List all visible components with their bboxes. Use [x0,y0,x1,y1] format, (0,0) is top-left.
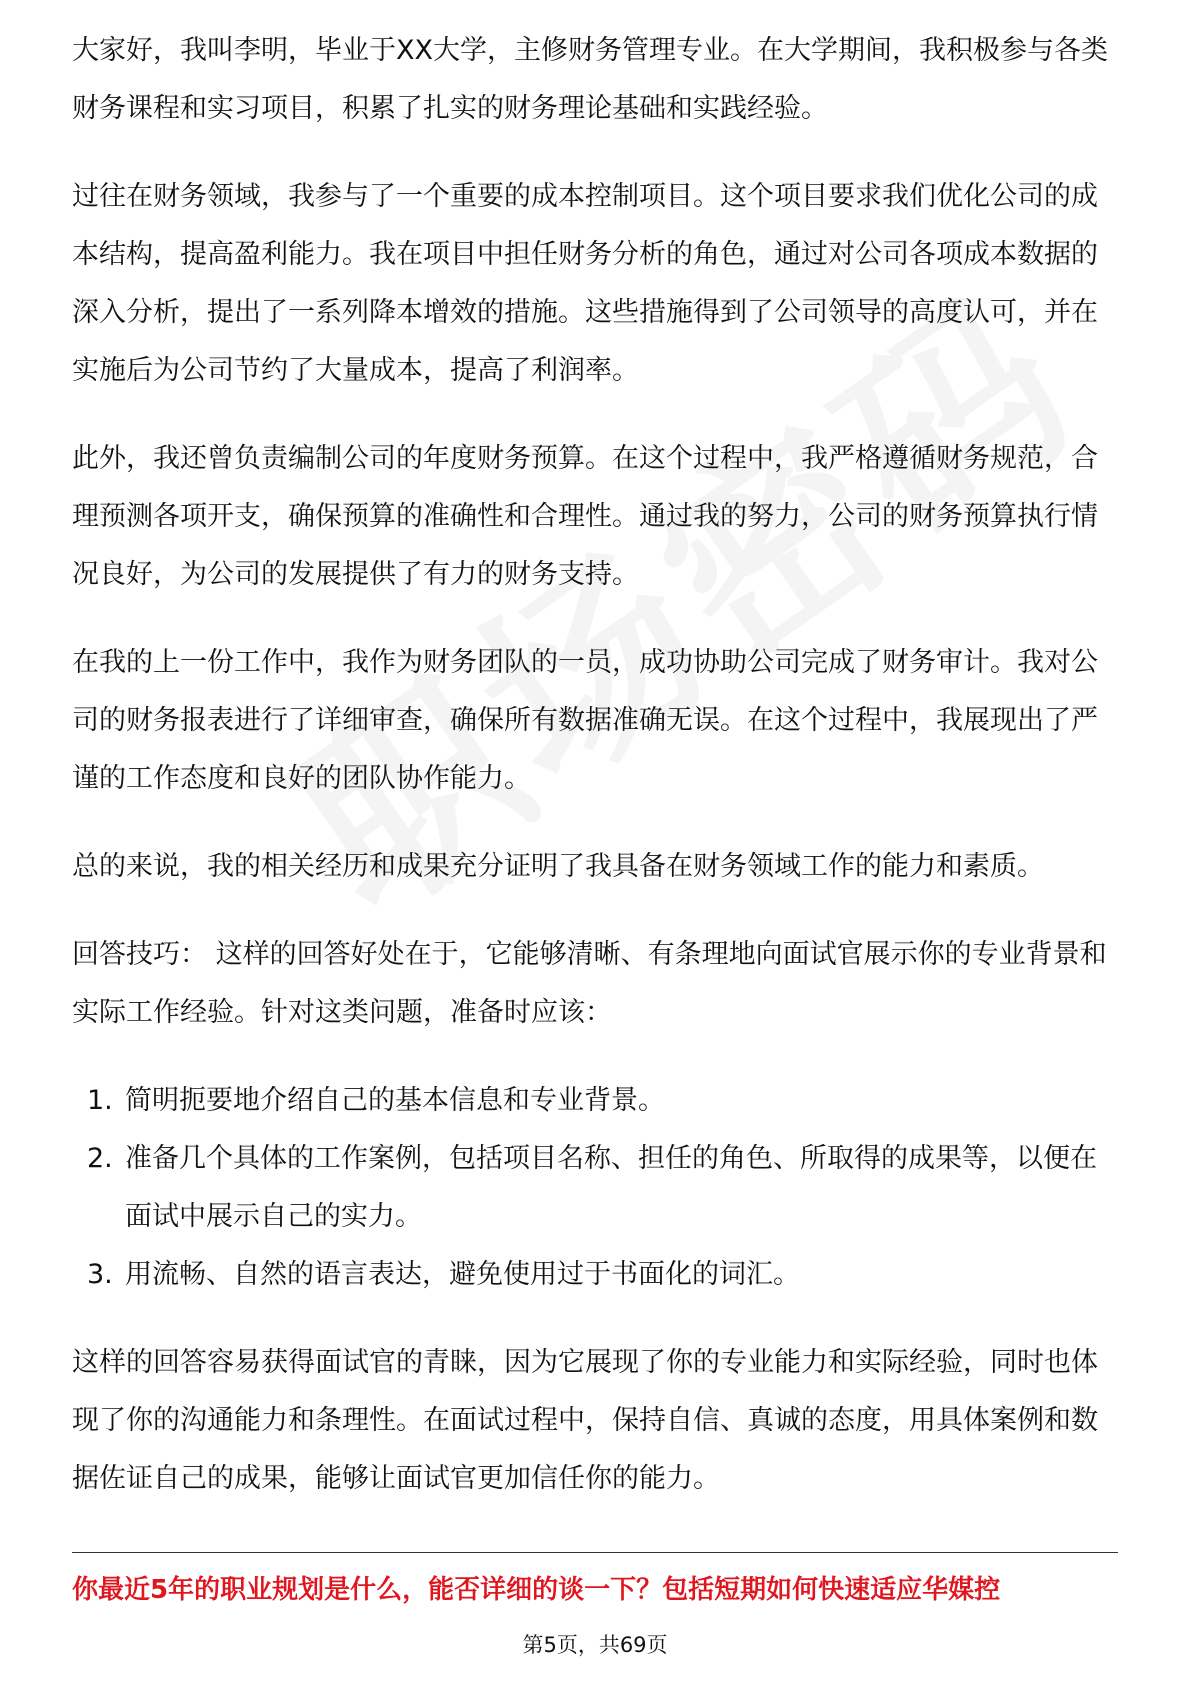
list-item [72,1072,1118,1130]
budget-paragraph: 此外，我还曾负责编制公司的年度财务预算。在这个过程中，我严格遵循财务规范，合理预测各项开支，确保预算的准确性和合理性。通过我的努力，公司的财务预算执行情况良好，为公司的发展提供了有力的财务支持。 [72,443,1098,590]
list-item-text: 用流畅、自然的语言表达，避免使用过于书面化的词汇。 [125,1259,800,1290]
tips-list [72,1072,1118,1304]
audit-paragraph: 在我的上一份工作中，我作为财务团队的一员，成功协助公司完成了财务审计。我对公司的财务报表进行了详细审查，确保所有数据准确无误。在这个过程中，我展现出了严谨的工作态度和良好的团队协作能力。 [72,647,1098,794]
answer-content [72,26,1118,1538]
section-divider [72,1552,1118,1553]
next-question-heading: 你最近5年的职业规划是什么，能否详细的谈一下？包括短期如何快速适应华媒控 [72,1575,1001,1605]
closing-paragraph: 这样的回答容易获得面试官的青睐，因为它展现了你的专业能力和实际经验，同时也体现了你的沟通能力和条理性。在面试过程中，保持自信、真诚的态度，用具体案例和数据佐证自己的成果，能够让面试官更加信任你的能力。 [72,1347,1098,1494]
summary-paragraph: 总的来说，我的相关经历和成果充分证明了我具备在财务领域工作的能力和素质。 [72,851,1044,882]
intro-paragraph: 大家好，我叫李明，毕业于XX大学，主修财务管理专业。在大学期间，我积极参与各类财务课程和实习项目，积累了扎实的财务理论基础和实践经验。 [72,35,1108,124]
list-item-text: 简明扼要地介绍自己的基本信息和专业背景。 [125,1085,665,1116]
list-item-text: 准备几个具体的工作案例，包括项目名称、担任的角色、所取得的成果等，以便在面试中展示自己的实力。 [125,1143,1097,1232]
list-item-number: 2. [87,1143,113,1174]
list-item-number: 3. [87,1259,113,1290]
list-item-number: 1. [87,1085,113,1116]
tips-intro-paragraph: 回答技巧： 这样的回答好处在于，它能够清晰、有条理地向面试官展示你的专业背景和实际工作经验。针对这类问题，准备时应该： [72,939,1107,1028]
cost-control-paragraph: 过往在财务领域，我参与了一个重要的成本控制项目。这个项目要求我们优化公司的成本结构，提高盈利能力。我在项目中担任财务分析的角色，通过对公司各项成本数据的深入分析，提出了一系列降本增效的措施。这些措施得到了公司领导的高度认可，并在实施后为公司节约了大量成本，提高了利润率。 [72,181,1098,386]
list-item [72,1246,1118,1304]
list-item [72,1130,1118,1246]
page-number: 第5页，共69页 [522,1633,668,1657]
